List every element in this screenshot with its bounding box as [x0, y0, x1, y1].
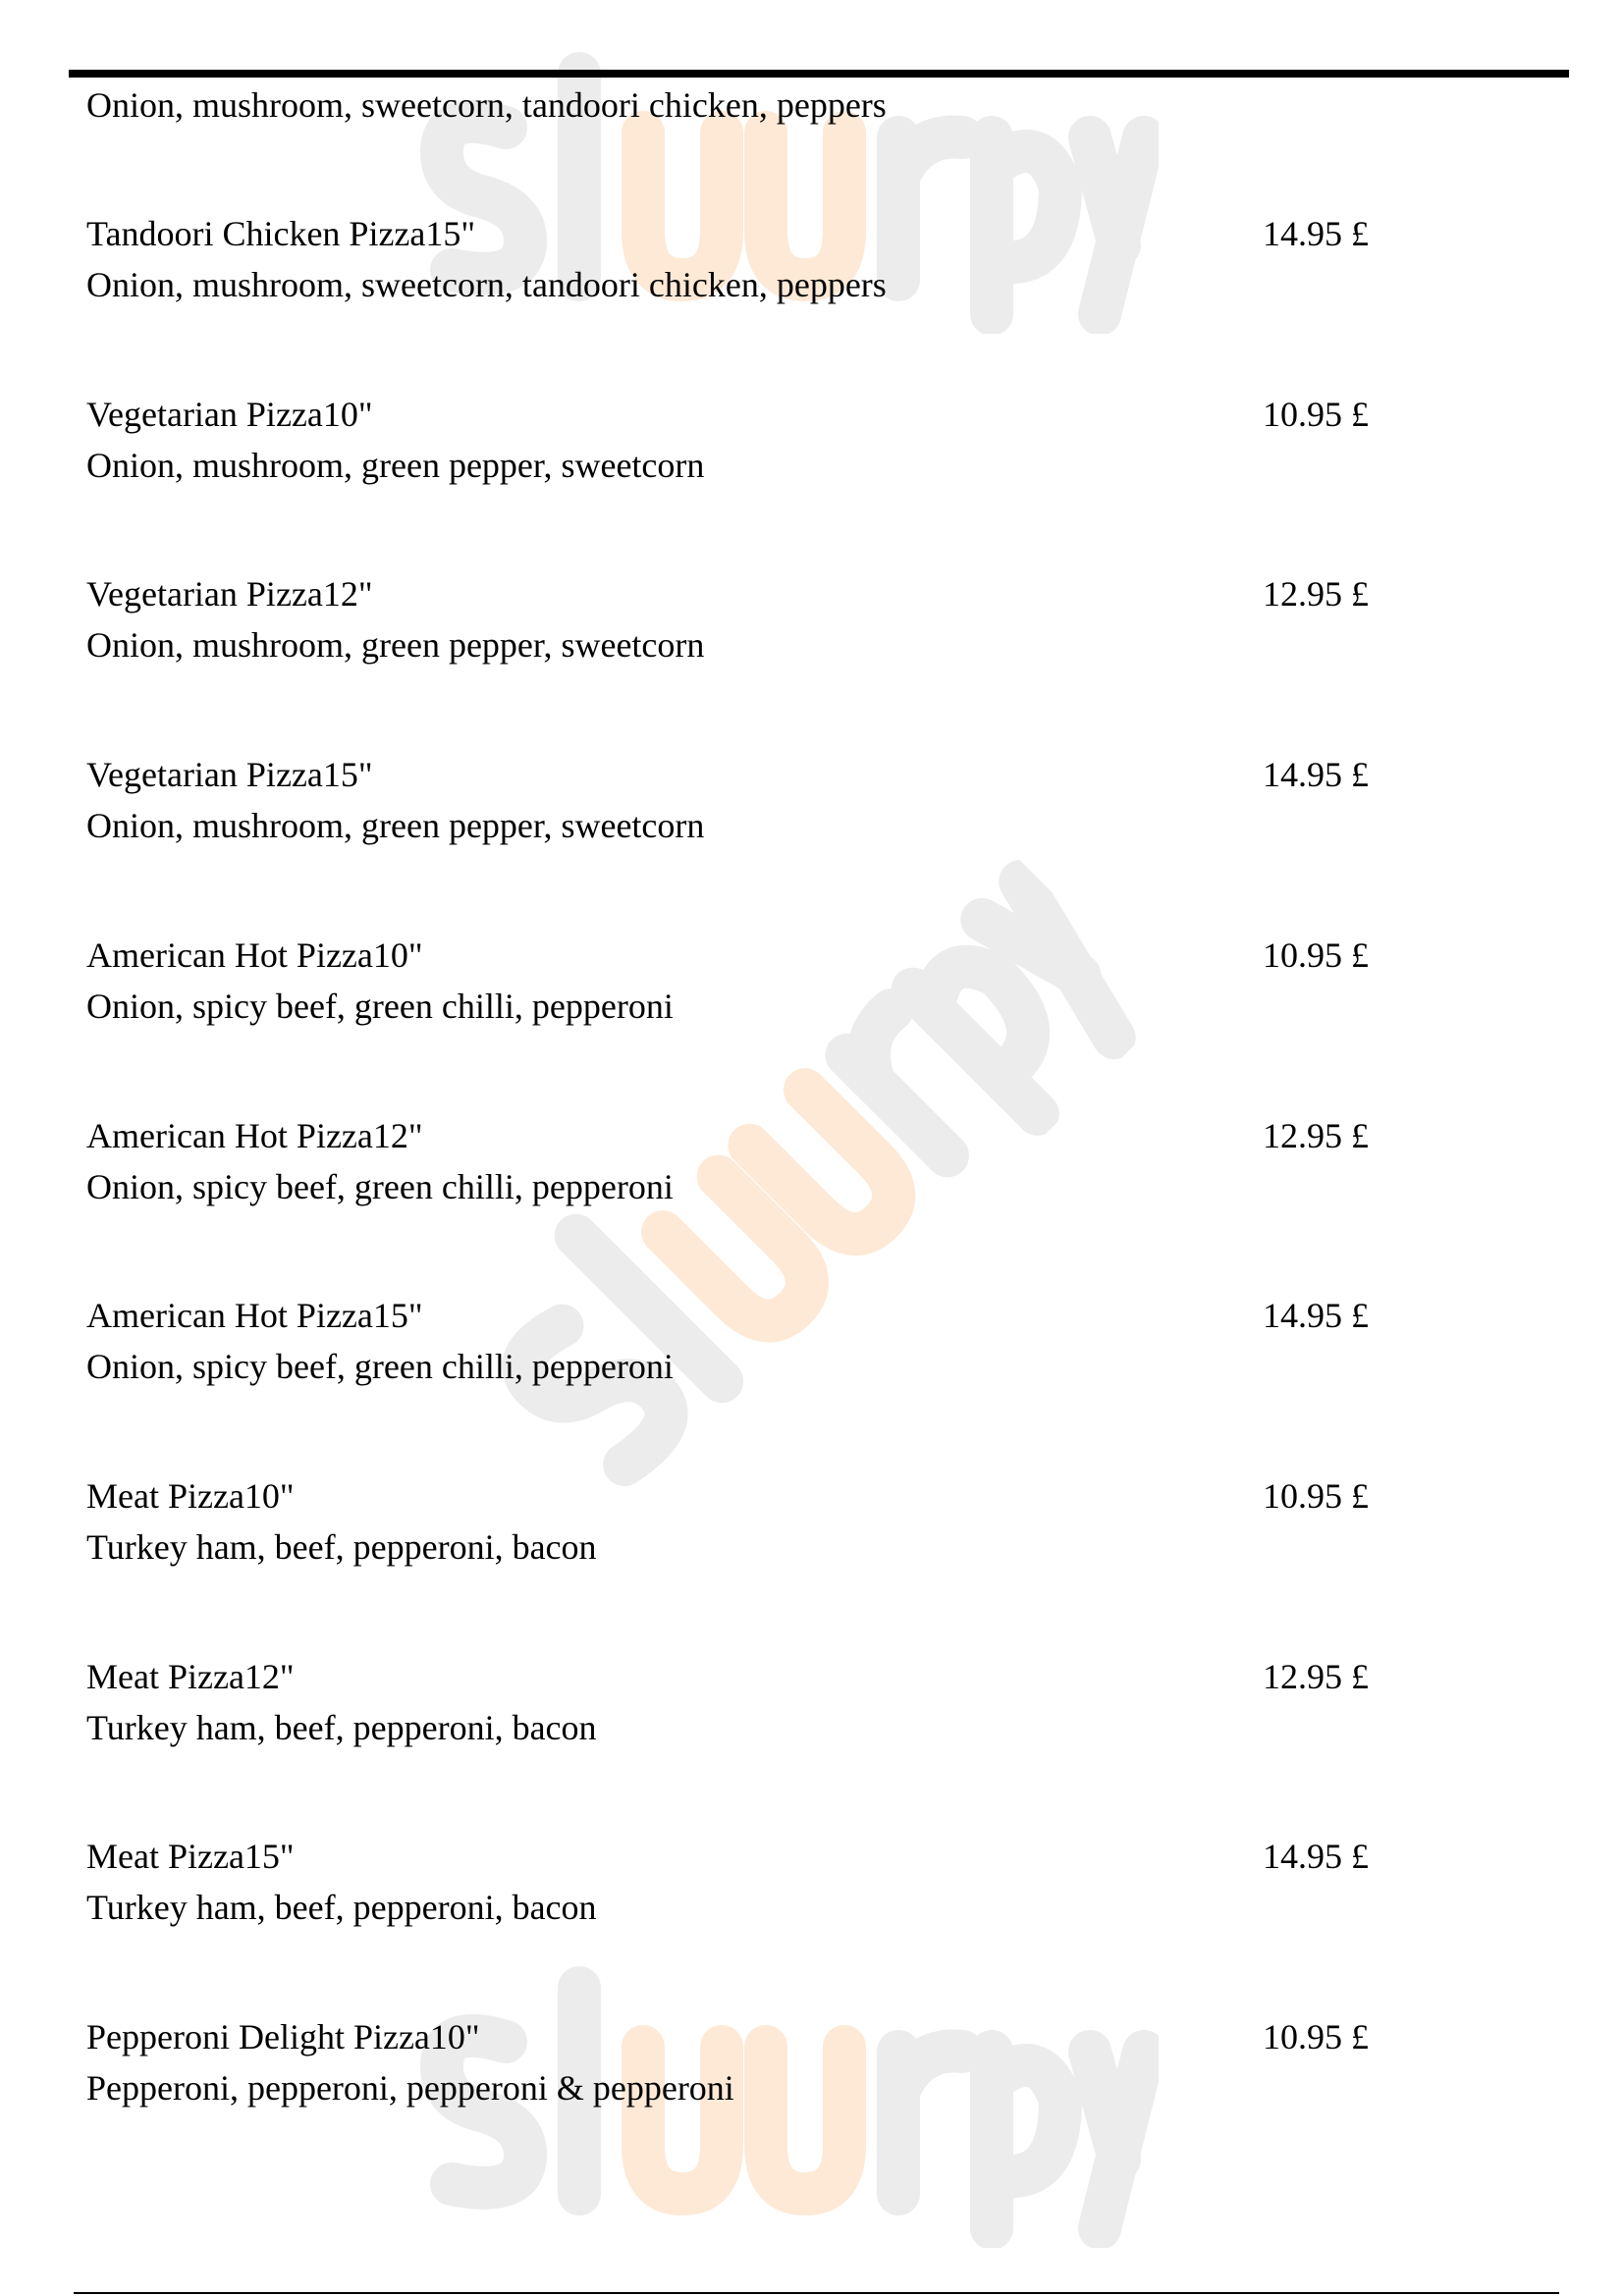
item-price: 12.95 £	[1263, 574, 1369, 614]
top-divider	[69, 70, 1569, 78]
item-name: American Hot Pizza10"	[86, 934, 423, 975]
item-description: Onion, mushroom, green pepper, sweetcorn	[86, 806, 705, 846]
item-description: Onion, mushroom, sweetcorn, tandoori chicken, peppers	[86, 265, 887, 304]
item-name: Vegetarian Pizza15"	[86, 755, 373, 795]
item-description: Onion, spicy beef, green chilli, pepperoni	[86, 1347, 674, 1387]
item-name: Meat Pizza15"	[86, 1837, 295, 1877]
item-price: 12.95 £	[1263, 1115, 1369, 1155]
item-description: Onion, mushroom, green pepper, sweetcorn	[86, 445, 705, 485]
item-name: American Hot Pizza12"	[86, 1115, 423, 1155]
item-price: 14.95 £	[1263, 1837, 1369, 1877]
bottom-divider	[74, 2292, 1559, 2294]
item-name: American Hot Pizza15"	[86, 1296, 423, 1336]
item-price: 14.95 £	[1263, 214, 1369, 253]
item-description: Onion, mushroom, green pepper, sweetcorn	[86, 625, 705, 666]
item-description: Turkey ham, beef, pepperoni, bacon	[86, 1888, 597, 1928]
item-description: Onion, spicy beef, green chilli, pepperoni	[86, 1166, 674, 1206]
item-price: 10.95 £	[1263, 394, 1369, 434]
item-description: Turkey ham, beef, pepperoni, bacon	[86, 1707, 597, 1747]
item-price: 10.95 £	[1263, 1475, 1369, 1516]
item-description: Onion, spicy beef, green chilli, pepperoni	[86, 986, 674, 1026]
item-description: Turkey ham, beef, pepperoni, bacon	[86, 1526, 597, 1567]
item-name: Vegetarian Pizza12"	[86, 574, 373, 614]
item-price: 14.95 £	[1263, 755, 1369, 795]
item-name: Pepperoni Delight Pizza10"	[86, 2017, 480, 2056]
item-name: Tandoori Chicken Pizza15"	[86, 214, 476, 253]
item-name: Vegetarian Pizza10"	[86, 394, 373, 434]
item-price: 10.95 £	[1263, 934, 1369, 975]
continued-description: Onion, mushroom, sweetcorn, tandoori chicken, peppers	[86, 85, 887, 125]
item-description: Pepperoni, pepperoni, pepperoni & pepperoni	[86, 2068, 734, 2108]
item-price: 10.95 £	[1263, 2017, 1369, 2056]
item-price: 14.95 £	[1263, 1296, 1369, 1336]
item-name: Meat Pizza10"	[86, 1475, 295, 1516]
item-name: Meat Pizza12"	[86, 1656, 295, 1696]
item-price: 12.95 £	[1263, 1656, 1369, 1696]
